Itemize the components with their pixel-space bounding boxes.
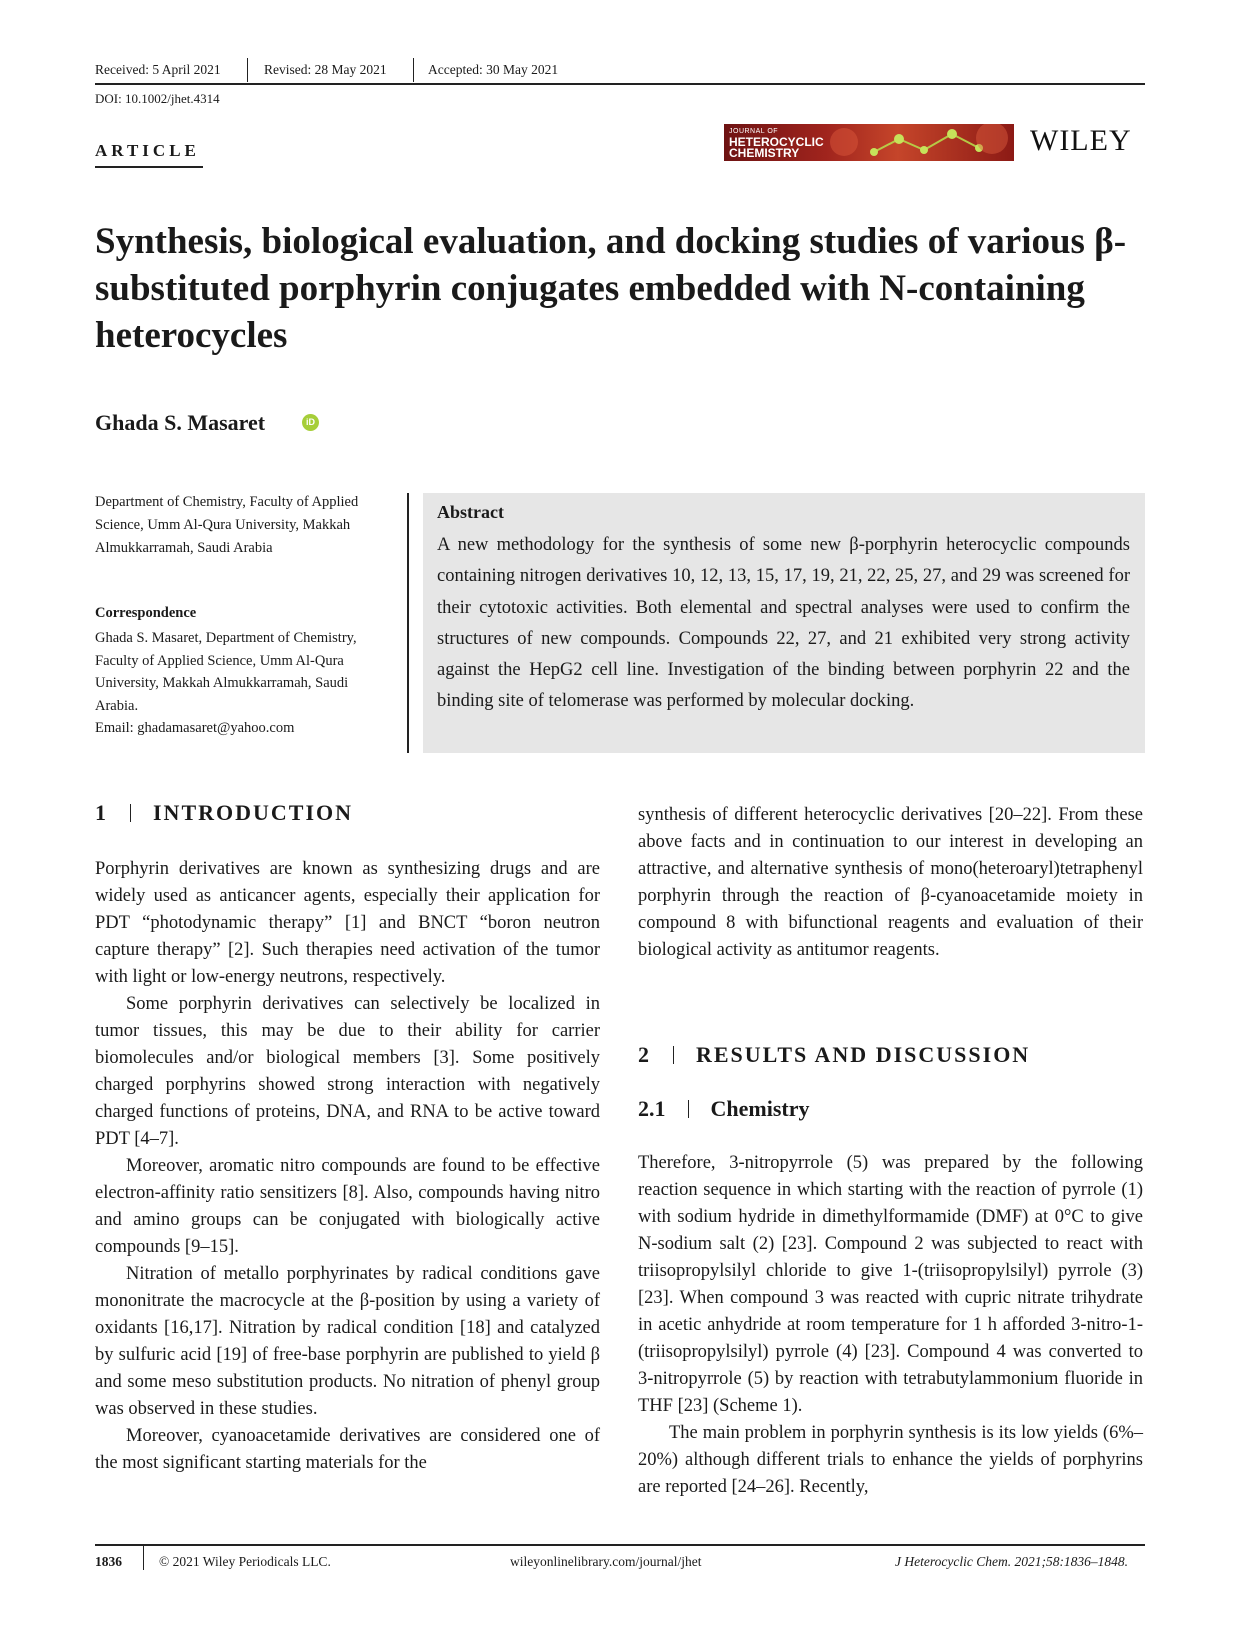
journal-url[interactable]: wileyonlinelibrary.com/journal/jhet bbox=[510, 1554, 702, 1569]
section-title: RESULTS AND DISCUSSION bbox=[696, 1042, 1031, 1067]
article-type: ARTICLE bbox=[95, 141, 200, 160]
section-2-heading bbox=[638, 1042, 1030, 1068]
footer-rule bbox=[95, 1544, 1145, 1546]
abstract-divider bbox=[407, 493, 409, 753]
paragraph: synthesis of different heterocyclic derivatives [20–22]. From these above facts and in continuation to our interest in developing an attractive, and alternative synthesis of mono(heteroaryl)tetraphenyl porphyrin through the reaction of β-cyanoacetamide moiety in compound 8 with bifunctional reagents and evaluation of their biological activity as antitumor reagents. bbox=[638, 805, 1143, 960]
paragraph: The main problem in porphyrin synthesis is its low yields (6%–20%) although different trials to enhance the yields of porphyrins are reported [24–26]. Recently, bbox=[638, 1423, 1143, 1497]
revised-date: Revised: 28 May 2021 bbox=[264, 62, 387, 77]
header-rule bbox=[95, 83, 1145, 85]
header-divider bbox=[247, 58, 248, 82]
correspondence-email[interactable]: Email: ghadamasaret@yahoo.com bbox=[95, 720, 295, 736]
section-number: 1 bbox=[95, 800, 108, 825]
correspondence-address: Ghada S. Masaret, Department of Chemistry, Faculty of Applied Science, Umm Al-Qura University, Makkah Almukkarramah, Saudi Arabia. bbox=[95, 630, 357, 714]
paragraph: Moreover, cyanoacetamide derivatives are considered one of the most significant starting materials for the bbox=[95, 1426, 600, 1473]
footer-divider bbox=[143, 1546, 144, 1570]
correspondence-block bbox=[95, 627, 385, 740]
accepted-date: Accepted: 30 May 2021 bbox=[428, 62, 559, 77]
doi[interactable]: DOI: 10.1002/jhet.4314 bbox=[95, 91, 220, 106]
abstract-text: A new methodology for the synthesis of some new β-porphyrin heterocyclic compounds containing nitrogen derivatives 10, 12, 13, 15, 17, 19, 21, 22, 25, 27, and 29 was screened for their cytotoxic activities. Both elemental and spectral analyses were used to confirm the structures of new compounds. Compounds 22, 27, and 21 exhibited very strong activity against the HepG2 cell line. Investigation of the binding between porphyrin 22 and the binding site of telomerase was performed by molecular docking. bbox=[437, 535, 1130, 712]
section-title: INTRODUCTION bbox=[153, 800, 354, 825]
subsection-2-1-heading bbox=[638, 1096, 809, 1122]
page-number: 1836 bbox=[95, 1554, 122, 1569]
section-number: 2 bbox=[638, 1042, 651, 1067]
author-name: Ghada S. Masaret bbox=[95, 410, 266, 435]
subsection-number: 2.1 bbox=[638, 1096, 666, 1121]
section-1-heading bbox=[95, 800, 353, 826]
received-date: Received: 5 April 2021 bbox=[95, 62, 221, 77]
right-column-top bbox=[638, 802, 1143, 964]
abstract-heading: Abstract bbox=[437, 502, 504, 522]
subsection-title: Chemistry bbox=[710, 1096, 810, 1121]
journal-logo bbox=[724, 124, 1014, 161]
affiliation: Department of Chemistry, Faculty of Applied Science, Umm Al-Qura University, Makkah Almukkarramah, Saudi Arabia bbox=[95, 494, 359, 556]
header-divider bbox=[413, 58, 414, 82]
paragraph: Porphyrin derivatives are known as synthesizing drugs and are widely used as anticancer agents, especially their application for PDT “photodynamic therapy” [1] and BNCT “boron neutron capture therapy” [2]. Such therapies need activation of the tumor with light or low-energy neutrons, respectively. bbox=[95, 859, 600, 987]
journal-name-line3: CHEMISTRY bbox=[729, 146, 800, 160]
journal-name-line2: HETEROCYCLIC bbox=[729, 135, 824, 149]
paper-title: Synthesis, biological evaluation, and docking studies of various β-substituted porphyrin conjugates embedded with N-containing heterocycles bbox=[95, 221, 1127, 356]
paragraph: Therefore, 3-nitropyrrole (5) was prepared by the following reaction sequence in which starting with the reaction of pyrrole (1) with sodium hydride in dimethylformamide (DMF) at 0°C to give N-sodium salt (2) [23]. Compound 2 was subjected to react with triisopropylsilyl chloride to give 1-(triisopropylsilyl) pyrrole (3) [23]. When compound 3 was reacted with cupric nitrate trihydrate in acetic anhydride at room temperature for 1 h afforded 3-nitro-1-(triisopropylsilyl) pyrrole (4) [23]. Compound 4 was converted to 3-nitropyrrole (5) by reaction with tetrabutylammonium fluoride in THF [23] (Scheme 1). bbox=[638, 1153, 1143, 1416]
paragraph: Moreover, aromatic nitro compounds are found to be effective electron-affinity ratio sensitizers [8]. Also, compounds having nitro and amino groups can be conjugated with biologically active compounds [9–15]. bbox=[95, 1156, 600, 1257]
orcid-icon[interactable]: iD bbox=[302, 414, 319, 431]
article-underline bbox=[95, 166, 203, 168]
paragraph: Some porphyrin derivatives can selectively be localized in tumor tissues, this may be due to their ability for carrier biomolecules and/or biological members [3]. Some positively charged porphyrins showed strong interaction with negatively charged functions of proteins, DNA, and RNA to be active toward PDT [4–7]. bbox=[95, 994, 600, 1149]
correspondence-heading: Correspondence bbox=[95, 605, 197, 621]
citation: J Heterocyclic Chem. 2021;58:1836–1848. bbox=[895, 1554, 1129, 1569]
right-column-body bbox=[638, 1150, 1143, 1501]
journal-name-line1: JOURNAL OF bbox=[729, 128, 779, 135]
copyright: © 2021 Wiley Periodicals LLC. bbox=[159, 1554, 331, 1569]
publisher-logo: WILEY bbox=[1030, 124, 1132, 157]
paragraph: Nitration of metallo porphyrinates by radical conditions gave mononitrate the macrocycle at the β-position by using a variety of oxidants [16,17]. Nitration by radical condition [18] and catalyzed by sulfuric acid [19] of free-base porphyrin are published to yield β and some meso substitution products. No nitration of phenyl group was observed in these studies. bbox=[95, 1264, 600, 1419]
left-column bbox=[95, 856, 600, 1477]
